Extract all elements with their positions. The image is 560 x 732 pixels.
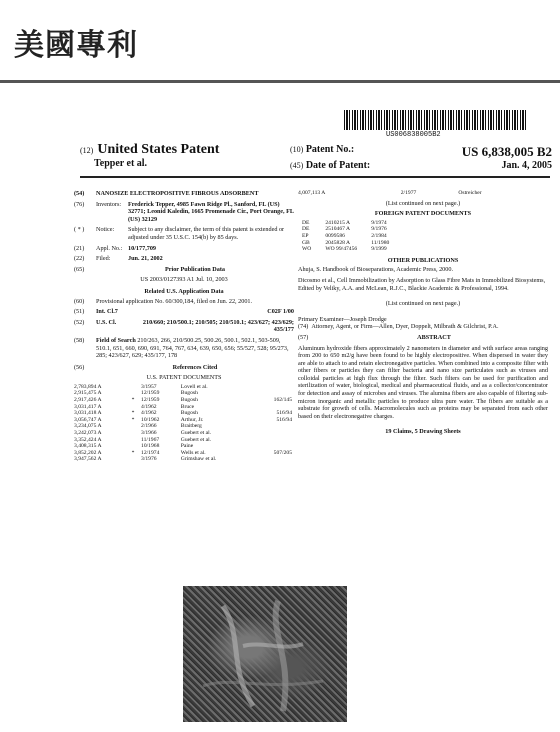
code-51: (51)	[74, 308, 85, 316]
abstract-title: ABSTRACT	[417, 333, 451, 341]
ref-date: 2/1977	[400, 190, 417, 196]
ref-star: *	[131, 416, 135, 423]
ref-date: 10/1968	[141, 443, 160, 450]
filed-value: Jun. 21, 2002	[128, 255, 163, 263]
primary-examiner: Primary Examiner—Joseph Drodge	[298, 315, 387, 323]
ref-number: 3,408,315 A	[74, 443, 102, 450]
us-refs-table	[74, 384, 294, 463]
search-value: 210/263, 266, 210/500.25, 500.26, 500.1, 502.1, 503-509, 510.1, 651, 660, 690, 691, 764, 767, 634, 639, 650, 656; 55/527, 528; 95/273, 285; 423/627, 629; 435/177, 178	[96, 336, 289, 360]
appl-no-label: Appl. No.:	[96, 244, 123, 252]
ref-star	[132, 443, 141, 450]
country-code: GB	[302, 239, 310, 246]
ref-number: 3,242,073 A	[74, 430, 102, 437]
patent-number-label: Patent No.:	[305, 144, 355, 155]
us-cl-value: 210/660; 210/500.1; 210/505; 210/510.1; 423/627; 423/629; 435/177	[142, 318, 294, 334]
refs-title: References Cited	[172, 363, 218, 371]
other-pub-2: Dicosmo et al., Cell Immobilization by Adsorption to Glass Fibre Mats in Immobilized Biosystems, Edited by Veliky, A.A. and McLean, R.J.C., Blackie Academic & Professional, 1994.	[298, 276, 546, 292]
field-attorney	[298, 323, 548, 331]
table-row	[302, 240, 403, 247]
left-column	[74, 190, 294, 463]
filed-label: Filed:	[96, 255, 111, 263]
code-54: (54)	[74, 190, 85, 197]
continued-note: (List continued on next page.)	[385, 199, 461, 207]
us-cl-label: U.S. Cl.	[96, 318, 117, 326]
ref-star: *	[131, 410, 135, 417]
ref-date: 3/1976	[141, 456, 157, 463]
patent-type-text: United States Patent	[97, 142, 220, 157]
ref-number: 3,352,424 A	[74, 436, 102, 443]
field-abstract-title	[298, 334, 548, 342]
patent-date: Jan. 4, 2005	[501, 160, 552, 171]
header-divider	[0, 80, 560, 83]
ref-date: 3/1966	[141, 430, 157, 437]
ref-star	[132, 430, 141, 437]
table-row	[74, 410, 294, 417]
code-notice: ( * )	[74, 226, 85, 234]
ref-class	[254, 430, 294, 437]
notice-value: Subject to any disclaimer, the term of this patent is extended or adjusted under 35 U.S.C. 154(b) by 85 days.	[128, 226, 285, 241]
ref-class	[254, 443, 294, 450]
foreign-refs-table	[302, 220, 403, 253]
country-code: DE	[302, 226, 310, 233]
code-60: (60)	[74, 297, 85, 305]
ref-class	[541, 190, 548, 197]
right-column	[298, 190, 548, 436]
ref-star	[132, 390, 141, 397]
field-title	[74, 190, 294, 198]
ref-class	[254, 390, 294, 397]
table-row	[74, 384, 294, 391]
ref-class	[254, 456, 294, 463]
ref-date: 12/1959	[141, 390, 160, 397]
prior-pub-value: US 2003/0127393 A1 Jul. 10, 2003	[140, 276, 228, 284]
field-appl-no	[74, 245, 294, 253]
inventor-short: Tepper et al.	[94, 158, 148, 169]
ref-number: 3,234,075 A	[74, 423, 102, 430]
code-65: (65)	[74, 265, 85, 273]
table-row	[74, 443, 294, 450]
title-divider	[80, 176, 550, 178]
ref-name: Bugosh	[180, 390, 198, 397]
ref-number: 2,917,426 A	[74, 397, 102, 404]
ref-number: 3,031,418 A	[74, 410, 102, 417]
field-int-cl	[74, 308, 294, 316]
search-wrap	[96, 337, 294, 360]
ref-date: 4/1962	[141, 410, 157, 417]
ref-date: 2/1966	[141, 423, 157, 430]
ref-date: 12/1959	[141, 397, 160, 404]
patent-date-line	[290, 160, 552, 171]
field-us-cl	[74, 319, 294, 334]
ref-class	[254, 437, 294, 444]
page-header-title: 美國專利	[14, 28, 138, 63]
code-58: (58)	[74, 336, 85, 344]
int-cl-value: C02F 1/00	[267, 308, 294, 316]
ref-star: *	[131, 397, 135, 404]
barcode-number: US006838005B2	[386, 131, 441, 139]
field-prior-pub	[74, 266, 294, 274]
table-row	[74, 456, 294, 463]
ref-number: 2,783,894 A	[74, 383, 102, 390]
ref-class: 516/94	[276, 410, 292, 417]
us-docs-title: U.S. PATENT DOCUMENTS	[146, 374, 222, 382]
ref-name: Grimshaw et al.	[180, 456, 217, 463]
top-ref-table	[298, 190, 548, 197]
ref-name: Bruce	[180, 403, 195, 410]
field-inventors	[74, 201, 294, 224]
ref-name: Bugosh	[180, 410, 198, 417]
table-row	[298, 190, 548, 197]
code-74: (74)	[298, 323, 309, 331]
ref-class: 162/145	[273, 397, 292, 404]
field-notice	[74, 226, 294, 241]
doc-number: 0099586	[325, 232, 345, 239]
ref-star	[132, 437, 141, 444]
ref-class	[254, 384, 294, 391]
table-row	[74, 404, 294, 411]
field-filed	[74, 255, 294, 263]
ref-name: Guebert et al.	[180, 436, 212, 443]
ref-class	[254, 404, 294, 411]
doc-date: 9/1974	[371, 219, 387, 226]
foreign-docs-title: FOREIGN PATENT DOCUMENTS	[374, 210, 472, 218]
code-57: (57)	[298, 333, 309, 341]
code-21: (21)	[74, 244, 85, 252]
ref-name: Bugosh	[180, 397, 198, 404]
table-row	[74, 397, 294, 404]
ref-number: 3,031,417 A	[74, 403, 102, 410]
ref-star	[132, 404, 141, 411]
prior-pub-title: Prior Publication Data	[164, 265, 226, 273]
ref-class: 516/94	[276, 416, 292, 423]
patent-number: US 6,838,005 B2	[461, 144, 552, 159]
code-45: (45)	[290, 161, 304, 170]
doc-number: 2510467 A	[325, 226, 351, 233]
other-pub-1: Ahuja, S. Handbook of Bioseparations, Academic Press, 2000.	[298, 266, 454, 274]
inventors-label: Inventors:	[96, 200, 122, 208]
doc-number: 2410215 A	[325, 219, 351, 226]
table-row	[302, 220, 403, 227]
ref-name: Ostreicher	[458, 190, 482, 196]
appl-no-value: 10/177,709	[128, 244, 157, 252]
code-56: (56)	[74, 363, 85, 371]
country-code: DE	[302, 219, 310, 226]
other-pubs-title: OTHER PUBLICATIONS	[387, 256, 459, 264]
invention-title: NANOSIZE ELECTROPOSITIVE FIBROUS ADSORBENT	[96, 190, 259, 197]
ref-name: Braitberg	[180, 423, 202, 430]
ref-class: 507/205	[273, 449, 292, 456]
ref-date: 12/1974	[141, 449, 160, 456]
patent-date-label: Date of Patent:	[305, 160, 371, 171]
country-code: EP	[302, 232, 309, 239]
field-provisional	[74, 298, 294, 306]
doc-number: WO 99/47456	[325, 246, 358, 253]
patent-number-line	[290, 144, 552, 159]
search-label: Field of Search	[96, 336, 136, 344]
related-data-title: Related U.S. Application Data	[144, 287, 224, 295]
doc-date: 11/1980	[371, 239, 390, 246]
table-row	[74, 430, 294, 437]
doc-date: 2/1984	[371, 232, 387, 239]
code-52: (52)	[74, 318, 85, 326]
abstract-text: Aluminum hydroxide fibers approximately 2 nanometers in diameter and with surface areas ranging from 200 to 650 m2/g have been found to be highly electropositive. When dispersed in water they are able to attach to and retain electronegative particles. When combined into a composite filter with other fibers or particles they can filter bacteria and nano size particulates such as viruses and colloidal particles at high flux through the filter. Such filters can be used for purification and sterilization of water, biological, medical and pharmaceutical fluids, and as a collector/concentrator for detection and assay of microbes and viruses. The alumina fibers are also capable of filtering sub-micron inorganic and metallic particles to produce ultra pure water. The fibers are suitable as a substrate for growth of cells. Macromolecules such as proteins may be separated from each other based on their electronegative charges.	[298, 344, 548, 420]
ref-date: 4/1962	[141, 403, 157, 410]
patent-document	[58, 98, 552, 724]
ref-name: Guebert et al.	[180, 430, 212, 437]
ref-date: 11/1967	[141, 436, 160, 443]
representative-drawing	[183, 586, 347, 722]
ref-number: 2,915,475 A	[74, 390, 102, 397]
doc-number: 2045828 A	[325, 239, 351, 246]
table-row	[302, 233, 403, 240]
ref-name: Paine	[180, 443, 194, 450]
code-22: (22)	[74, 255, 85, 263]
patent-type	[80, 142, 219, 158]
ref-number: 4,007,113 A	[298, 190, 326, 196]
code-76: (76)	[74, 200, 85, 208]
doc-date: 9/1999	[371, 246, 387, 253]
ref-star: *	[131, 449, 135, 456]
code-10: (10)	[290, 145, 304, 154]
field-refs	[74, 364, 294, 372]
table-row	[302, 226, 403, 233]
table-row	[74, 450, 294, 457]
claims-summary: 19 Claims, 5 Drawing Sheets	[385, 428, 461, 436]
table-row	[302, 246, 403, 253]
ref-number: 3,056,747 A	[74, 416, 102, 423]
field-search	[74, 337, 294, 360]
code-12: (12)	[80, 146, 94, 155]
ref-name: Wells et al.	[180, 449, 206, 456]
notice-label: Notice:	[96, 226, 115, 234]
ref-star	[132, 423, 141, 430]
int-cl-label: Int. Cl.7	[96, 308, 118, 316]
attorney-value: Attorney, Agent, or Firm—Allen, Dyer, Doppelt, Milbrath & Gilchrist, P.A.	[311, 323, 499, 331]
table-row	[74, 390, 294, 397]
provisional-value: Provisional application No. 60/300,184, filed on Jun. 22, 2001.	[96, 297, 253, 305]
ref-number: 3,947,562 A	[74, 456, 102, 463]
ref-number: 3,852,202 A	[74, 449, 102, 456]
table-row	[74, 417, 294, 424]
table-row	[74, 437, 294, 444]
continued-note-2: (List continued on next page.)	[385, 300, 461, 308]
doc-date: 9/1976	[371, 226, 387, 233]
ref-name: Lovell et al.	[180, 383, 208, 390]
ref-name: Arthur, Jr.	[180, 416, 204, 423]
table-row	[74, 423, 294, 430]
barcode	[344, 110, 528, 130]
country-code: WO	[302, 246, 312, 253]
ref-class	[254, 423, 294, 430]
ref-star	[132, 456, 141, 463]
fiber-micrograph-image	[183, 586, 347, 722]
inventors-value: Frederick Tepper, 4985 Fawn Ridge Pl., Sanford, FL (US) 32771; Leonid Kaledin, 1665 Promenade Cir., Port Orange, FL (US) 32129	[128, 200, 294, 223]
ref-date: 3/1957	[141, 383, 157, 390]
ref-star	[132, 384, 141, 391]
ref-date: 10/1962	[141, 416, 160, 423]
